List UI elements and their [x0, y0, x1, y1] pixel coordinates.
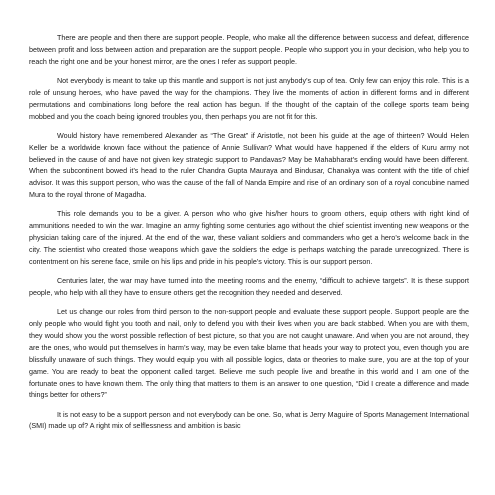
- paragraph-1: There are people and then there are support people. People, who make all the difference between success and defeat, difference between profit and loss between action and preparation are the support people. People who support you in your decision, who help you to reach the right one and be your honest mirror, are the ones I refer as support people.: [29, 34, 469, 66]
- paragraph-5: Centuries later, the war may have turned into the meeting rooms and the enemy, “difficult to achieve targets”. It is these support people, who help with all they have to ensure others get the recognition they needed and deserved.: [29, 277, 469, 297]
- paragraph-2: Not everybody is meant to take up this mantle and support is not just anybody’s cup of tea. Only few can enjoy this role. This is a role of unsung heroes, who have paved the way for the champions. They live the moments of action in different forms and in different permutations and combinations long before the real action has begun. If the thought of the captain of the college sports team being mobbed and you the coach being ignored troubles you, then perhaps you are not fit for this.: [29, 76, 469, 121]
- document-body: [29, 33, 469, 441]
- paragraph-7: It is not easy to be a support person and not everybody can be one. So, what is Jerry Maguire of Sports Management International (SMI) made up of? A right mix of selflessness and ambition is basic: [29, 410, 469, 431]
- paragraph-3: Would history have remembered Alexander as “The Great” if Aristotle, not been his guide at the age of thirteen? Would Helen Keller be a worldwide known face without the patience of Annie Sullivan? What would have happened if the elders of Kuru army not believed in the cause of and have not given key strategic support to Pandavas? May be Mahabharat’s ending would have been different. When the subcontinent bowed it’s head to the ruler Chandra Gupta Mauraya and Bindusar, Chanakya was content with the title of chief advisor. It was this support person, who was the cause of the fall of Nanda Empire and rise of an ordinary son of a royal concubine named Mura to the royal throne of Magadha.: [29, 131, 469, 200]
- paragraph-4: This role demands you to be a giver. A person who who give his/her hours to groom others, equip others with right kind of ammunitions needed to win the war. Imagine an army fighting some centuries ago without the chief scientist inventing new weapons or the physician taking care of the injured. At the end of the war, these valiant soldiers and commanders who get a hero’s welcome back in the city. The scientist who created those weapons which gave the soldiers the edge is perhaps watching the parade unrecognized. There is contentment on his serene face, smile on his lips and pride in his people’s victory. This is our support person.: [29, 210, 469, 266]
- paragraph-6: Let us change our roles from third person to the non-support people and evaluate these support people. Support people are the only people who would fight you tooth and nail, only to defend you with their lives when you are back stabbed. When you are with them, they would show you the worst possible reflection of best picture, so that you are not caught unaware. And when you are not around, they are the ones, who would put themselves in harm’s way, may be even take blame that heads your way to protect you, even though you are blissfully unaware of such things. They would equip you with all possible logics, data or theories to make sure, you are at the top of your game. You are ready to beat the opponent called target. Believe me such people live and breathe in this world and I am one of the fortunate ones to have known them. The only thing that matters to them is an answer to one question, “Did I create a difference and made things better for others?”: [29, 308, 469, 400]
